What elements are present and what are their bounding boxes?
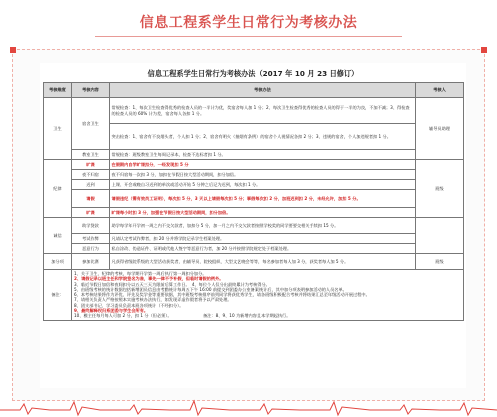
content-cell: 考试作弊 [72,234,110,244]
method-cell: 旷课每小时扣 3 分，加强在节假日按大型活动期间，扣分加倍。 [110,208,416,218]
note-line: 1、关于卫生、纪律的考核，每学期开学第一周后执行第一周扣分加分。 [74,271,207,276]
table-row [44,180,464,190]
rater-cell: 班级 [416,254,464,270]
table-row [44,254,464,270]
content-cell: 参加比赛 [72,254,110,270]
notes-row [44,270,464,321]
document-title: 信息工程系学生日常行为考核办法（2017 年 10 月 23 日修订） [147,69,359,78]
dimension-cell: 诚信 [44,218,72,254]
note-line: 2、请假记录以班主任和学院签名为准，事先一律不予补假，但临时请假的例外。 [74,276,224,282]
method-cell: 常规检查：班级教室卫生每周记录本，检查不达标者扣 1 分。 [110,150,416,160]
content-cell: 助学贷款 [72,218,110,234]
table-row [44,208,464,218]
content-cell: 旷课 [72,160,110,170]
title-divider [95,36,402,37]
method-cell: 在假期内自学旷课扣分，一经发现扣 5 分 [110,160,416,170]
note-line: 8、团支部书记、学习委员负责本班各项统计（不经扣分）。 [74,302,184,308]
table-row [44,190,464,208]
rater-cell [416,218,464,254]
method-cell: 凡获得省级院系级的大型活动获奖者，由辅导员、院校组织、大型文艺晚会等等，每名参加者每人加 3 分，获奖者每人加 5 分。 [110,254,416,270]
note-line: 7、请相关负责人严格按照本实施考核办法执行，如发现弄虚作假者将予以严肃处理。 [74,297,232,303]
table-row [44,234,464,244]
content-cell: 宿舍卫生 [72,98,110,150]
dimension-cell: 卫生 [44,98,72,160]
frame-corner-top-right [481,47,487,53]
table-row [44,98,464,124]
frame-corner-top-left [10,47,16,53]
method-cell: 常规检查：1、每次卫生检查得优秀的检查人员的一半计为优，奖宿舍每人加 1 分；2、每次卫生检查得优秀的检查人员的得于一半的为良，不加不减；3、得检查的检查人员的 60% 计为差，宿舍每人各扣 1 分。 [110,98,416,124]
assessment-table [43,82,464,321]
method-cell: 请假违纪（需有效员工证明），每次扣 5 分，3 天以上请假每次扣 5 分；事假每次扣 2 分，加班迟到扣 2 分，未经允许，加扣 5 分。 [110,190,416,208]
rater-cell: 班级 [416,160,464,218]
content-cell: 请假 [72,190,110,208]
table-header-row [44,83,464,98]
dimension-cell: 纪律 [44,160,72,218]
method-cell: 上课、开会或晚自习迟到的单次或活动开始 5 分钟之后记为迟到，每次扣 1 分。 [110,180,416,190]
table-row [44,218,464,234]
notes-label: 备注： [44,270,72,321]
notes-cell [72,270,464,321]
method-cell: 助学每学年开学初一周之内不交欠款者，加扣分 5 分，加一月之内不交欠款者按照学校奖的同学要要交相关手续扣 15 分。 [110,218,416,234]
dimension-cell: 加分项 [44,254,72,270]
header-rater: 考核人 [416,83,464,98]
method-cell: 突击检查：1、宿舍有不良烟头者，个人扣 1 分；2、宿舍有明火（抽烟有条例）的宿舍个人视情况各扣 2 分；3、违规的宿舍，个人加违规者扣 1 分。 [110,124,416,150]
note-line: 6、本考核结果将作为评优、评先及奖学金等重要依据，其中班级考核排序前列同学将获优秀学生，请各班级积极配合考核并将结果汇总至年级活动开展过程中。 [74,292,370,298]
content-cell: 教室卫生 [72,150,110,160]
rater-cell: 辅导员助理 [416,98,464,160]
content-cell: 迟到 [72,180,110,190]
method-cell: 私自涂改、伪造证件、证明或代他人签字等恶意行为者，加 20 分并按照学院规定处于档案处理。 [110,244,416,254]
method-cell: 凡请认定考试作弊者，扣 20 分并将学院记录学生档案处理。 [110,234,416,244]
table-row [44,150,464,160]
page-title: 信息工程系学生日常行为考核办法 [139,15,358,31]
content-cell: 夜不归宿 [72,170,110,180]
content-cell: 旷课 [72,208,110,218]
table-row [44,170,464,180]
note-line: 10、模主任每月每人可加 2 分，扣 1 分（但必须）。 备注：8、9、10 为新增内容且本学期起执行。 [74,313,291,319]
decorative-wave-line [0,398,497,417]
note-line: 5、由班级考核的统计数据包括新增团员信息由考勤统计每周五下午 16:00 前提交到团委办公室备案统计后，其中加分项表明参加活动的人员名单。 [74,286,347,292]
header-method: 考核办法 [110,83,416,98]
table-row [44,160,464,170]
header-dimension: 考核维度 [44,83,72,98]
note-line: 9、最终解释权归系团委与学生会所有。 [74,308,149,314]
header-content: 考核内容 [72,83,110,98]
table-row [44,244,464,254]
method-cell: 夜不归宿每一次扣 3 分，加扣在节假日按大型活动期间，扣分加倍。 [110,170,416,180]
content-cell: 恶意行为 [72,244,110,254]
document-image [40,63,466,388]
note-line: 3、临近节假日加倍和夜间扣分以五天三天为限前后算工作日。 4、每位个人仅分出最终累计为考核得分。 [74,281,270,287]
